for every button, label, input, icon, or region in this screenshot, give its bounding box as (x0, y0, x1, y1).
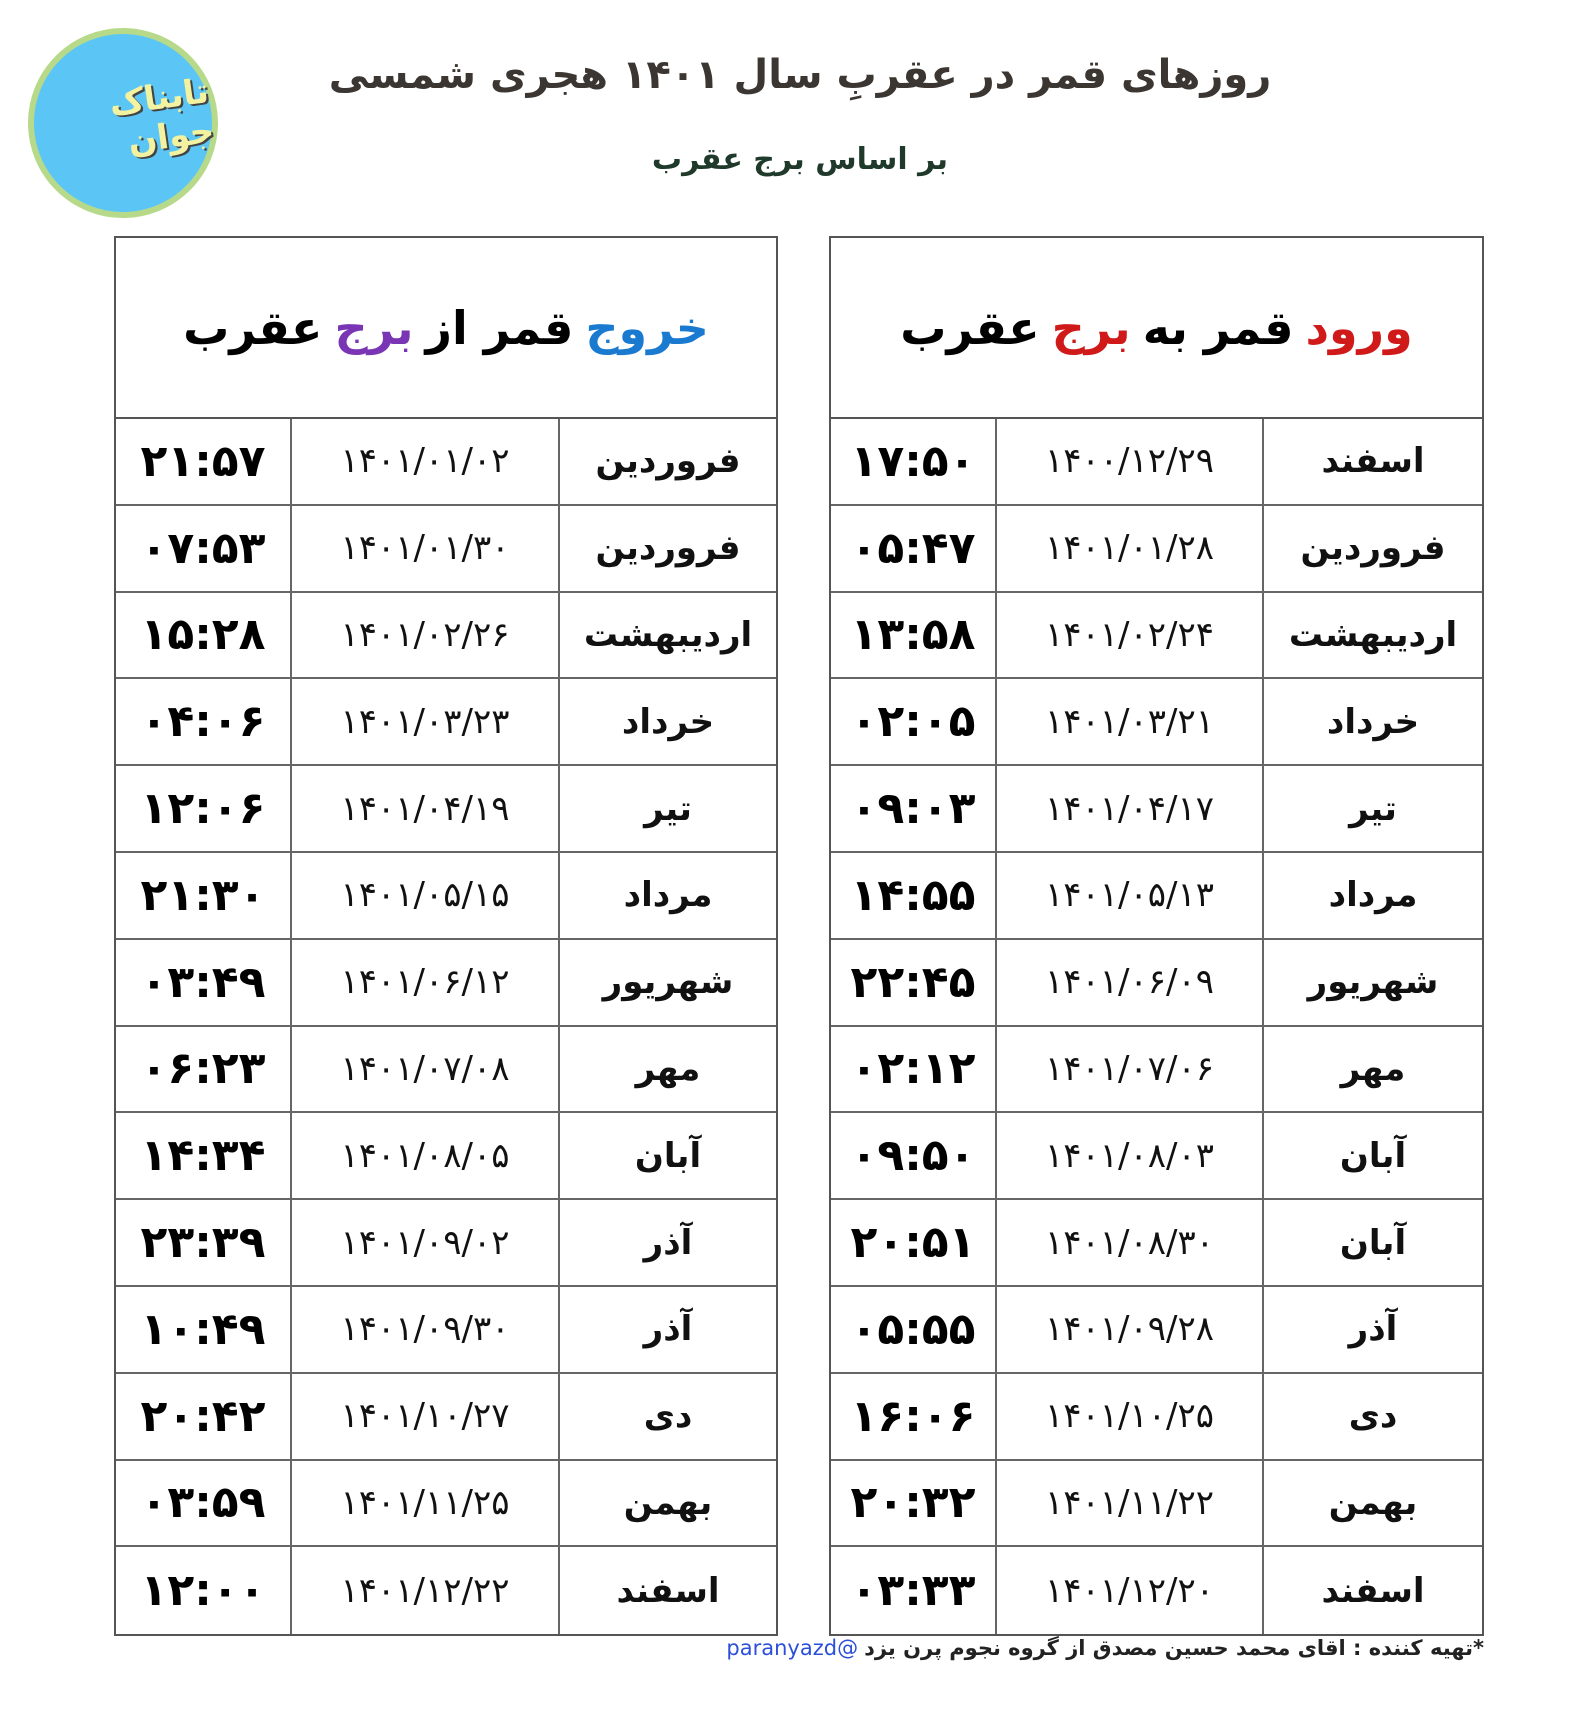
time-cell (831, 1113, 995, 1198)
month-value: اسفند (1321, 441, 1425, 482)
date-value: ۱۴۰۱/۰۹/۲۸ (1045, 1309, 1215, 1350)
time-cell (831, 1374, 995, 1459)
time-value: ۱۴:۵۵ (850, 869, 976, 921)
header-word: عقرب (183, 300, 323, 355)
footer-credit (726, 1636, 1484, 1660)
date-value: ۱۴۰۱/۰۳/۲۳ (340, 701, 510, 742)
date-cell (290, 766, 558, 851)
table-body (116, 419, 776, 1634)
date-cell (995, 506, 1262, 591)
date-cell (290, 679, 558, 764)
time-cell (116, 1461, 290, 1546)
month-cell (558, 1200, 776, 1285)
date-value: ۱۴۰۱/۱۰/۲۷ (340, 1396, 510, 1437)
date-value: ۱۴۰۱/۰۳/۲۱ (1045, 701, 1215, 742)
page-subtitle: بر اساس برج عقرب (651, 142, 949, 177)
time-cell (116, 1547, 290, 1634)
month-value: آبان (1339, 1135, 1407, 1176)
month-value: شهریور (602, 962, 734, 1003)
date-cell (995, 1374, 1262, 1459)
date-value: ۱۴۰۱/۰۴/۱۷ (1045, 788, 1215, 829)
date-value: ۱۴۰۱/۰۱/۳۰ (340, 528, 510, 569)
time-value: ۰۲:۰۵ (850, 696, 976, 748)
table-row (831, 1113, 1482, 1200)
date-cell (290, 1374, 558, 1459)
time-value: ۲۱:۵۷ (140, 435, 266, 487)
table-row (831, 1547, 1482, 1634)
date-value: ۱۴۰۰/۱۲/۲۹ (1045, 441, 1215, 482)
date-cell (995, 1547, 1262, 1634)
header-word: برج (1051, 300, 1131, 355)
time-cell (831, 1200, 995, 1285)
table-body (831, 419, 1482, 1634)
month-cell (558, 419, 776, 504)
social-handle: @paranyazd (726, 1636, 859, 1660)
date-cell (290, 506, 558, 591)
table-row (831, 1374, 1482, 1461)
month-value: فروردین (1300, 528, 1446, 569)
table-row (116, 1461, 776, 1548)
time-value: ۲۰:۵۱ (850, 1217, 976, 1269)
date-cell (290, 593, 558, 678)
time-value: ۱۲:۰۶ (140, 783, 266, 835)
month-cell (1262, 853, 1482, 938)
date-cell (290, 1287, 558, 1372)
date-value: ۱۴۰۱/۱۲/۲۰ (1045, 1570, 1215, 1611)
credit-text: *تهیه کننده : اقای محمد حسین مصدق از گروه نجوم پرن یزد (864, 1636, 1484, 1660)
date-cell (995, 1461, 1262, 1546)
time-value: ۰۶:۲۳ (140, 1043, 266, 1095)
month-cell (558, 853, 776, 938)
time-cell (116, 940, 290, 1025)
date-value: ۱۴۰۱/۰۲/۲۶ (340, 614, 510, 655)
month-cell (1262, 1461, 1482, 1546)
time-cell (116, 506, 290, 591)
table-row (831, 1287, 1482, 1374)
time-value: ۰۳:۳۳ (850, 1565, 976, 1617)
table-row (116, 766, 776, 853)
month-cell (1262, 1113, 1482, 1198)
month-value: شهریور (1307, 962, 1439, 1003)
month-cell (558, 1547, 776, 1634)
table-row (831, 1027, 1482, 1114)
date-value: ۱۴۰۱/۰۶/۰۹ (1045, 962, 1215, 1003)
month-cell (558, 593, 776, 678)
table-row (116, 1200, 776, 1287)
date-cell (995, 853, 1262, 938)
time-value: ۰۵:۴۷ (850, 522, 976, 574)
month-cell (1262, 593, 1482, 678)
date-cell (995, 1287, 1262, 1372)
time-cell (116, 766, 290, 851)
date-value: ۱۴۰۱/۰۷/۰۶ (1045, 1048, 1215, 1089)
date-cell (290, 1113, 558, 1198)
date-cell (290, 419, 558, 504)
date-cell (290, 853, 558, 938)
time-value: ۱۰:۴۹ (140, 1303, 266, 1355)
time-cell (831, 766, 995, 851)
table-row (116, 1113, 776, 1200)
date-value: ۱۴۰۱/۰۵/۱۳ (1045, 875, 1215, 916)
table-row (831, 766, 1482, 853)
time-value: ۱۴:۳۴ (140, 1130, 266, 1182)
time-cell (831, 1547, 995, 1634)
time-cell (116, 1113, 290, 1198)
time-cell (831, 593, 995, 678)
date-cell (995, 1113, 1262, 1198)
date-value: ۱۴۰۱/۰۲/۲۴ (1045, 614, 1215, 655)
table-row (831, 940, 1482, 1027)
table-row (831, 506, 1482, 593)
month-value: فروردین (595, 528, 741, 569)
table-row (116, 419, 776, 506)
date-value: ۱۴۰۱/۰۷/۰۸ (340, 1048, 510, 1089)
month-value: اسفند (616, 1570, 720, 1611)
month-value: دی (643, 1396, 693, 1437)
table-row (116, 1027, 776, 1114)
date-cell (995, 419, 1262, 504)
table-header (116, 238, 776, 419)
month-value: مرداد (623, 875, 713, 916)
month-cell (558, 940, 776, 1025)
date-value: ۱۴۰۱/۰۱/۰۲ (340, 441, 510, 482)
time-cell (831, 506, 995, 591)
time-value: ۱۵:۲۸ (140, 609, 266, 661)
month-cell (558, 1027, 776, 1112)
date-value: ۱۴۰۱/۱۱/۲۲ (1045, 1482, 1215, 1523)
month-cell (1262, 940, 1482, 1025)
header-word: ورود (1305, 300, 1413, 355)
time-cell (831, 679, 995, 764)
time-cell (831, 853, 995, 938)
time-value: ۱۳:۵۸ (850, 609, 976, 661)
month-cell (1262, 1374, 1482, 1459)
moon-exit-table (114, 236, 778, 1636)
time-value: ۰۵:۵۵ (850, 1303, 976, 1355)
table-row (116, 593, 776, 680)
date-value: ۱۴۰۱/۰۴/۱۹ (340, 788, 510, 829)
month-cell (558, 1461, 776, 1546)
date-value: ۱۴۰۱/۰۵/۱۵ (340, 875, 510, 916)
month-value: خرداد (1326, 701, 1420, 742)
month-value: آبان (634, 1135, 702, 1176)
header-word: برج (334, 300, 414, 355)
time-value: ۱۲:۰۰ (140, 1565, 266, 1617)
time-value: ۰۲:۱۲ (850, 1043, 976, 1095)
month-value: اردیبهشت (583, 614, 753, 655)
table-row (831, 1461, 1482, 1548)
time-cell (116, 1027, 290, 1112)
time-value: ۰۳:۵۹ (140, 1477, 266, 1529)
month-value: بهمن (1328, 1482, 1418, 1523)
month-value: تیر (644, 788, 692, 829)
table-row (831, 1200, 1482, 1287)
month-cell (1262, 1287, 1482, 1372)
date-value: ۱۴۰۱/۰۸/۰۵ (340, 1135, 510, 1176)
date-value: ۱۴۰۱/۰۹/۳۰ (340, 1309, 510, 1350)
date-cell (995, 940, 1262, 1025)
date-cell (290, 1461, 558, 1546)
time-cell (831, 1027, 995, 1112)
time-value: ۰۹:۰۳ (850, 783, 976, 835)
month-value: فروردین (595, 441, 741, 482)
time-value: ۱۶:۰۶ (850, 1390, 976, 1442)
month-value: مهر (635, 1048, 701, 1089)
time-value: ۰۴:۰۶ (140, 696, 266, 748)
table-header (831, 238, 1482, 419)
date-value: ۱۴۰۱/۱۰/۲۵ (1045, 1396, 1215, 1437)
header-word: عقرب (900, 300, 1040, 355)
time-value: ۲۳:۳۹ (140, 1217, 266, 1269)
time-cell (116, 853, 290, 938)
logo (28, 28, 218, 218)
table-row (116, 1287, 776, 1374)
moon-entry-table (829, 236, 1484, 1636)
header-word: خروج (585, 300, 709, 355)
date-cell (995, 679, 1262, 764)
header-word: قمر از (425, 300, 574, 355)
month-cell (558, 766, 776, 851)
month-cell (1262, 1547, 1482, 1634)
time-value: ۲۱:۳۰ (140, 869, 266, 921)
date-cell (290, 940, 558, 1025)
time-cell (116, 593, 290, 678)
time-value: ۲۰:۳۲ (850, 1477, 976, 1529)
table-row (831, 593, 1482, 680)
month-value: آذر (643, 1222, 693, 1263)
date-value: ۱۴۰۱/۰۸/۰۳ (1045, 1135, 1215, 1176)
time-value: ۱۷:۵۰ (850, 435, 976, 487)
time-cell (831, 940, 995, 1025)
time-cell (116, 1287, 290, 1372)
month-value: مرداد (1328, 875, 1418, 916)
month-cell (558, 1374, 776, 1459)
time-cell (831, 419, 995, 504)
time-cell (116, 679, 290, 764)
month-value: بهمن (623, 1482, 713, 1523)
table-row (831, 679, 1482, 766)
table-row (116, 506, 776, 593)
month-cell (558, 1287, 776, 1372)
time-cell (116, 419, 290, 504)
date-cell (290, 1200, 558, 1285)
month-cell (558, 679, 776, 764)
time-cell (831, 1287, 995, 1372)
month-value: اسفند (1321, 1570, 1425, 1611)
date-cell (995, 766, 1262, 851)
date-cell (995, 1200, 1262, 1285)
time-value: ۰۹:۵۰ (850, 1130, 976, 1182)
month-cell (1262, 766, 1482, 851)
month-cell (1262, 679, 1482, 764)
date-value: ۱۴۰۱/۰۱/۲۸ (1045, 528, 1215, 569)
header-word: قمر به (1142, 300, 1294, 355)
date-value: ۱۴۰۱/۱۱/۲۵ (340, 1482, 510, 1523)
month-cell (558, 1113, 776, 1198)
page-title: روزهای قمر در عقربِ سال ۱۴۰۱ هجری شمسی (328, 52, 1272, 98)
time-value: ۲۰:۴۲ (140, 1390, 266, 1442)
logo-text: تابناک جوان (106, 71, 217, 163)
date-cell (290, 1027, 558, 1112)
table-row (116, 1547, 776, 1634)
table-row (831, 853, 1482, 940)
time-value: ۰۳:۴۹ (140, 956, 266, 1008)
month-value: آذر (643, 1309, 693, 1350)
month-value: آبان (1339, 1222, 1407, 1263)
time-cell (116, 1200, 290, 1285)
date-cell (995, 593, 1262, 678)
time-cell (831, 1461, 995, 1546)
time-value: ۰۷:۵۳ (140, 522, 266, 574)
month-value: آذر (1348, 1309, 1398, 1350)
table-row (116, 940, 776, 1027)
date-value: ۱۴۰۱/۰۸/۳۰ (1045, 1222, 1215, 1263)
table-row (831, 419, 1482, 506)
month-cell (1262, 506, 1482, 591)
month-value: تیر (1349, 788, 1397, 829)
time-cell (116, 1374, 290, 1459)
month-value: اردیبهشت (1288, 614, 1458, 655)
date-value: ۱۴۰۱/۱۲/۲۲ (340, 1570, 510, 1611)
table-row (116, 853, 776, 940)
month-cell (1262, 1200, 1482, 1285)
month-value: مهر (1340, 1048, 1406, 1089)
month-value: خرداد (621, 701, 715, 742)
date-value: ۱۴۰۱/۰۶/۱۲ (340, 962, 510, 1003)
table-row (116, 679, 776, 766)
month-value: دی (1348, 1396, 1398, 1437)
date-cell (290, 1547, 558, 1634)
date-cell (995, 1027, 1262, 1112)
month-cell (1262, 419, 1482, 504)
table-row (116, 1374, 776, 1461)
date-value: ۱۴۰۱/۰۹/۰۲ (340, 1222, 510, 1263)
month-cell (1262, 1027, 1482, 1112)
time-value: ۲۲:۴۵ (850, 956, 976, 1008)
month-cell (558, 506, 776, 591)
